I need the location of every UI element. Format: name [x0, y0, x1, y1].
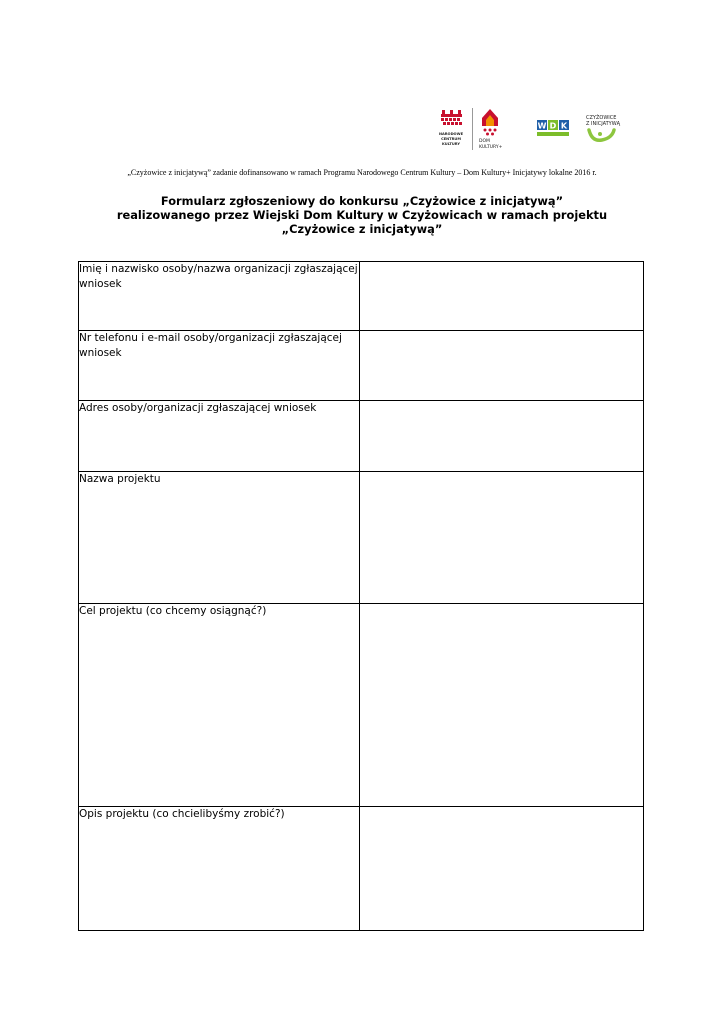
form-row-project-description [79, 807, 644, 931]
form-field-address[interactable] [360, 401, 644, 472]
form-row-name [79, 262, 644, 331]
wdk-letter-d: D [549, 121, 557, 131]
form-label-project-description: Opis projektu (co chcielibyśmy zrobić?) [79, 807, 360, 931]
form-label-project-goal: Cel projektu (co chcemy osiągnąć?) [79, 604, 360, 807]
form-label-address: Adres osoby/organizacji zgłaszającej wniosek [79, 401, 360, 472]
logo-divider [472, 108, 473, 150]
dk-text-2: KULTURY+ [479, 145, 503, 150]
application-form-table [78, 261, 644, 931]
nck-castle-logo [436, 108, 468, 152]
wdk-logo [536, 118, 572, 142]
form-label-project-name: Nazwa projektu [79, 472, 360, 604]
form-field-name[interactable] [360, 262, 644, 331]
form-field-contact[interactable] [360, 331, 644, 401]
form-row-project-name [79, 472, 644, 604]
nck-text-1: NARODOWE [438, 132, 464, 136]
form-label-name: Imię i nazwisko osoby/nazwa organizacji zgłaszającej wniosek [79, 262, 360, 331]
dk-text-1: DOM [479, 139, 490, 144]
form-row-contact [79, 331, 644, 401]
form-field-project-name[interactable] [360, 472, 644, 604]
wdk-letter-k: K [560, 121, 568, 131]
czyzowice-logo [584, 112, 624, 148]
form-row-address [79, 401, 644, 472]
form-title [0, 194, 724, 236]
czyzowice-text-1: CZYŻOWICE [586, 115, 617, 121]
form-title-line-1: Formularz zgłoszeniowy do konkursu „Czyżowice z inicjatywą” [160, 194, 564, 208]
nck-text-2: CENTRUM [441, 137, 461, 141]
form-field-project-goal[interactable] [360, 604, 644, 807]
form-label-contact: Nr telefonu i e-mail osoby/organizacji zgłaszającej wniosek [79, 331, 360, 401]
dom-kultury-house-logo [477, 106, 507, 152]
nck-text-3: KULTURY [442, 142, 460, 146]
funding-note: „Czyżowice z inicjatywą” zadanie dofinansowano w ramach Programu Narodowego Centrum Kultury – Dom Kultury+ Inicjatywy lokalne 2016 r. [127, 168, 597, 177]
form-row-project-goal [79, 604, 644, 807]
form-title-line-2: realizowanego przez Wiejski Dom Kultury w Czyżowicach w ramach projektu [116, 208, 608, 222]
wdk-letter-w: W [537, 121, 547, 131]
form-title-line-3: „Czyżowice z inicjatywą” [281, 222, 443, 236]
form-field-project-description[interactable] [360, 807, 644, 931]
logo-strip [436, 106, 626, 156]
czyzowice-text-2: Z INICJATYWĄ [586, 121, 621, 127]
